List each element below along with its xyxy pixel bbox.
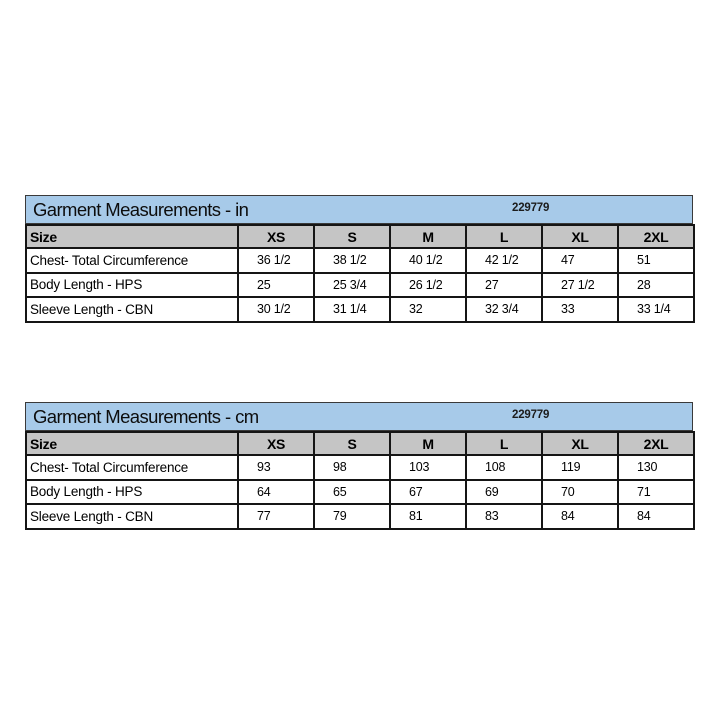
- column-header-s: S: [314, 432, 390, 455]
- cell-value: 26 1/2: [390, 273, 466, 298]
- cell-value: 83: [466, 504, 542, 529]
- column-header-m: M: [390, 225, 466, 248]
- cell-value: 65: [314, 480, 390, 505]
- cell-value: 77: [238, 504, 314, 529]
- column-header-2xl: 2XL: [618, 225, 694, 248]
- cell-value: 130: [618, 455, 694, 480]
- table-row-sleeve-length: [26, 297, 694, 322]
- column-header-xl: XL: [542, 432, 618, 455]
- cell-value: 27: [466, 273, 542, 298]
- table-title-bar: [25, 195, 693, 224]
- row-label: Sleeve Length - CBN: [26, 504, 238, 529]
- column-header-l: L: [466, 225, 542, 248]
- table-title: Garment Measurements - cm: [33, 405, 259, 427]
- cell-value: 33: [542, 297, 618, 322]
- cell-value: 40 1/2: [390, 248, 466, 273]
- cell-value: 69: [466, 480, 542, 505]
- table-row-chest: [26, 248, 694, 273]
- cell-value: 64: [238, 480, 314, 505]
- row-label: Body Length - HPS: [26, 273, 238, 298]
- cell-value: 84: [618, 504, 694, 529]
- cell-value: 84: [542, 504, 618, 529]
- row-label: Sleeve Length - CBN: [26, 297, 238, 322]
- cell-value: 31 1/4: [314, 297, 390, 322]
- cell-value: 33 1/4: [618, 297, 694, 322]
- cell-value: 28: [618, 273, 694, 298]
- cell-value: 51: [618, 248, 694, 273]
- cell-value: 93: [238, 455, 314, 480]
- cell-value: 27 1/2: [542, 273, 618, 298]
- table-row-sleeve-length: [26, 504, 694, 529]
- cell-value: 98: [314, 455, 390, 480]
- cell-value: 32: [390, 297, 466, 322]
- cell-value: 103: [390, 455, 466, 480]
- cell-value: 42 1/2: [466, 248, 542, 273]
- column-header-size: Size: [26, 225, 238, 248]
- header-row: [26, 432, 694, 455]
- style-code: 229779: [512, 409, 550, 421]
- cell-value: 81: [390, 504, 466, 529]
- row-label: Chest- Total Circumference: [26, 248, 238, 273]
- column-header-l: L: [466, 432, 542, 455]
- table-row-chest: [26, 455, 694, 480]
- cell-value: 70: [542, 480, 618, 505]
- column-header-xs: XS: [238, 225, 314, 248]
- cell-value: 119: [542, 455, 618, 480]
- column-header-m: M: [390, 432, 466, 455]
- cell-value: 30 1/2: [238, 297, 314, 322]
- table-title: Garment Measurements - in: [33, 198, 249, 220]
- column-header-2xl: 2XL: [618, 432, 694, 455]
- header-row: [26, 225, 694, 248]
- column-header-s: S: [314, 225, 390, 248]
- column-header-size: Size: [26, 432, 238, 455]
- cell-value: 79: [314, 504, 390, 529]
- cell-value: 25: [238, 273, 314, 298]
- garment-measurements-cm: [25, 402, 693, 530]
- cell-value: 25 3/4: [314, 273, 390, 298]
- table-title-bar: [25, 402, 693, 431]
- measurements-table: [25, 431, 695, 530]
- table-row-body-length: [26, 273, 694, 298]
- measurements-table: [25, 224, 695, 323]
- cell-value: 38 1/2: [314, 248, 390, 273]
- cell-value: 108: [466, 455, 542, 480]
- cell-value: 47: [542, 248, 618, 273]
- row-label: Body Length - HPS: [26, 480, 238, 505]
- cell-value: 36 1/2: [238, 248, 314, 273]
- table-row-body-length: [26, 480, 694, 505]
- column-header-xl: XL: [542, 225, 618, 248]
- garment-measurements-in: [25, 195, 693, 323]
- cell-value: 67: [390, 480, 466, 505]
- cell-value: 32 3/4: [466, 297, 542, 322]
- style-code: 229779: [512, 202, 550, 214]
- cell-value: 71: [618, 480, 694, 505]
- column-header-xs: XS: [238, 432, 314, 455]
- row-label: Chest- Total Circumference: [26, 455, 238, 480]
